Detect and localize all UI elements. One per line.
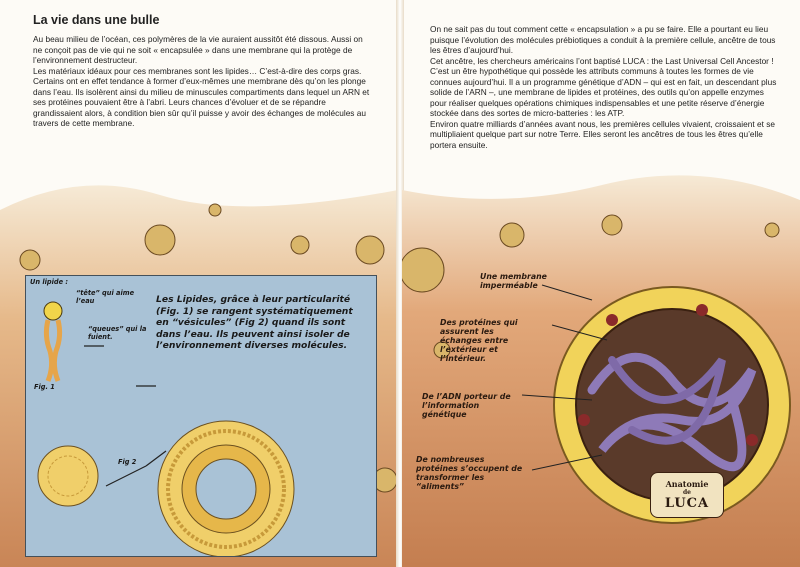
tail-label: “queues” qui la fuient.	[88, 325, 147, 341]
paragraph: On ne sait pas du tout comment cette « encapsulation » a pu se faire. Elle a pourtant eu lieu puisque l’évolution des molécules prébiotiques a conduit à la première cellule, ancêtre de tous les êtres d’aujourd’hui.	[430, 24, 776, 55]
luca-label-line1: Anatomie	[665, 479, 709, 489]
annotation-membrane: Une membrane imperméable	[480, 272, 547, 290]
fig2-label: Fig 2	[118, 458, 137, 466]
lipid-illustration-panel	[25, 275, 377, 557]
right-page	[402, 0, 800, 567]
fig1-label: Fig. 1	[34, 383, 55, 391]
left-page	[0, 0, 398, 567]
page-title: La vie dans une bulle	[33, 13, 160, 27]
annotation-proteins: Des protéines qui assurent les échanges entre l’extérieur et l’intérieur.	[440, 318, 518, 363]
luca-anatomy-label	[650, 472, 724, 518]
annotation-dna: De l’ADN porteur de l’information génétique	[422, 392, 511, 419]
paragraph: Au beau milieu de l’océan, ces polymères de la vie auraient aussitôt été dissous. Aussi on ne conçoit pas de vie qui ne soit « encapsulée » dans une membrane qui la protège de l’environnement destructeur.	[33, 34, 363, 65]
paragraph: Les matériaux idéaux pour ces membranes sont les lipides… C’est-à-dire des corps gras. Certains ont en effet tendance à former d’eux-mêmes une membrane dès qu’on les plonge dans l’eau. Ils isolèrent ainsi du milieu de minuscules compartiments dans lequel un ARN et ses protéines pouvaient être à l’abri. Leurs chances d’évoluer et de se répandre grandissaient alors, à condition bien sûr qu’il puisse y avoir des échanges de molécules au travers de cette membrane.	[33, 65, 370, 128]
head-label: “tête” qui aime l’eau	[76, 289, 135, 305]
paragraph: Environ quatre milliards d’années avant nous, les premières cellules vivaient, croissaient et se multipliaient quelque part sur notre Terre. Elles seront les ancêtres de tous les êtres qu’elle portera ensuite.	[430, 118, 775, 150]
lipid-explanation: Les Lipides, grâce à leur particularité (Fig. 1) se rangent systématiquement en “vésicules” (Fig 2) quand ils sont dans l’eau. Ils peuvent ainsi isoler de l’environnement diverses molécules.	[156, 294, 353, 351]
luca-label-line3: LUCA	[664, 496, 710, 511]
left-body-text	[33, 34, 373, 129]
lipid-title: Un lipide :	[30, 278, 68, 286]
annotation-enzymes: De nombreuses protéines s’occupent de transformer les “aliments”	[416, 455, 523, 491]
paragraph: Cet ancêtre, les chercheurs américains l’ont baptisé LUCA : the Last Universal Cell Ancestor ! C’est un être hypothétique qui possède les attributs communs à toutes les formes de vie connues aujourd’hui. Il a un programme génétique d’ADN – qui est en fait, un descendant plus solide de l’ARN –, une membrane de lipides et protéines, des outils qu’on appelle enzymes pour réaliser quelques opérations chimiques indispensables et une petite réserve d’énergie stockée dans des sortes de micro-batteries : les ATP.	[430, 55, 777, 118]
luca-label-line2: de	[682, 489, 691, 496]
